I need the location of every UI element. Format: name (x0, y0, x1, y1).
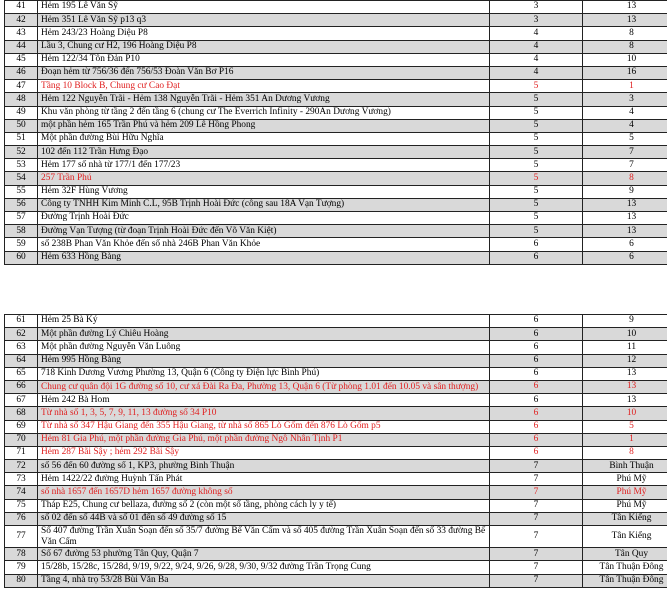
row-number-cell: 53 (5, 159, 38, 172)
row-number-cell: 65 (5, 367, 38, 380)
table-row (5, 341, 667, 354)
ward-cell: 9 (583, 185, 667, 198)
area-description-cell: Hẻm 242 Bà Hom (38, 394, 490, 407)
district-cell: 5 (490, 93, 583, 106)
ward-cell: 3 (583, 93, 667, 106)
ward-cell: 13 (583, 225, 667, 238)
district-cell: 6 (490, 380, 583, 393)
table-row (5, 146, 667, 159)
row-number-cell: 79 (5, 561, 38, 574)
area-description-cell: số nhà 1657 đến 1657D hẻm 1657 đường không số (38, 486, 490, 499)
area-description-cell: 718 Kinh Dương Vương Phường 13, Quận 6 (Công ty Điện lực Bình Phú) (38, 367, 490, 380)
row-number-cell: 43 (5, 27, 38, 40)
area-description-cell: số 56 đến 60 đường số 1, KP3, phường Bình Thuận (38, 460, 490, 473)
row-number-cell: 51 (5, 132, 38, 145)
row-number-cell: 76 (5, 512, 38, 525)
district-cell: 5 (490, 132, 583, 145)
table-row (5, 93, 667, 106)
district-cell: 6 (490, 238, 583, 251)
row-number-cell: 47 (5, 80, 38, 93)
row-number-cell: 55 (5, 185, 38, 198)
row-number-cell: 60 (5, 251, 38, 264)
district-cell: 7 (490, 561, 583, 574)
row-number-cell: 67 (5, 394, 38, 407)
ward-cell: 5 (583, 420, 667, 433)
table-row (5, 486, 667, 499)
area-description-cell: Hẻm 633 Hồng Bàng (38, 251, 490, 264)
district-cell: 7 (490, 486, 583, 499)
ward-cell: Tân Quy (583, 548, 667, 561)
ward-cell: 10 (583, 407, 667, 420)
table-row (5, 14, 667, 27)
row-number-cell: 54 (5, 172, 38, 185)
table-row (5, 380, 667, 393)
table-row (5, 407, 667, 420)
table-row (5, 574, 667, 587)
ward-cell: 8 (583, 40, 667, 53)
area-description-cell: Chung cư quân đội 1G đường số 10, cư xá Đài Ra Đa, Phường 13, Quận 6 (Từ phòng 1.01 đến 10.05 và sân thượng) (38, 380, 490, 393)
district-cell: 7 (490, 548, 583, 561)
district-cell: 5 (490, 212, 583, 225)
table-row (5, 119, 667, 132)
ward-cell: Phú Mỹ (583, 486, 667, 499)
area-description-cell: Hẻm 81 Gia Phú, một phần đường Gia Phú, một phần đường Ngô Nhân Tịnh P1 (38, 433, 490, 446)
ward-cell: 1 (583, 433, 667, 446)
row-number-cell: 69 (5, 420, 38, 433)
row-number-cell: 64 (5, 354, 38, 367)
table-row (5, 159, 667, 172)
area-description-cell: Một phần đường Lý Chiêu Hoàng (38, 328, 490, 341)
row-number-cell: 72 (5, 460, 38, 473)
district-cell: 5 (490, 159, 583, 172)
table-row (5, 446, 667, 459)
ward-cell: Tân Kiểng (583, 512, 667, 525)
row-number-cell: 58 (5, 225, 38, 238)
district-cell: 5 (490, 119, 583, 132)
area-description-cell: 102 đến 112 Trần Hưng Đạo (38, 146, 490, 159)
area-description-cell: Đoạn hẻm từ 756/36 đến 756/53 Đoàn Văn Bơ P16 (38, 66, 490, 79)
district-cell: 6 (490, 367, 583, 380)
row-number-cell: 62 (5, 328, 38, 341)
area-description-cell: Số 67 đường 53 phường Tân Quy, Quận 7 (38, 548, 490, 561)
ward-cell: 9 (583, 315, 667, 328)
district-cell: 6 (490, 328, 583, 341)
row-number-cell: 78 (5, 548, 38, 561)
table-row (5, 80, 667, 93)
ward-cell: Tân Thuận Đông (583, 574, 667, 587)
district-cell: 4 (490, 66, 583, 79)
ward-cell: 13 (583, 380, 667, 393)
row-number-cell: 77 (5, 526, 38, 548)
row-number-cell: 52 (5, 146, 38, 159)
row-number-cell: 41 (5, 1, 38, 14)
ward-cell: 8 (583, 27, 667, 40)
district-cell: 5 (490, 225, 583, 238)
page-break (0, 294, 667, 313)
table-row (5, 526, 667, 548)
row-number-cell: 71 (5, 446, 38, 459)
district-cell: 6 (490, 407, 583, 420)
row-number-cell: 61 (5, 315, 38, 328)
district-cell: 4 (490, 40, 583, 53)
district-cell: 5 (490, 80, 583, 93)
area-description-cell: Tầng 4, nhà trọ 53/28 Bùi Văn Ba (38, 574, 490, 587)
area-description-cell: một phần hẻm 165 Trần Phú và hẻm 209 Lê Hồng Phong (38, 119, 490, 132)
table-row (5, 212, 667, 225)
table-row (5, 1, 667, 14)
area-description-cell: Hẻm 1422/22 đường Huỳnh Tấn Phát (38, 473, 490, 486)
area-description-cell: Tầng 10 Block B, Chung cư Cao Đạt (38, 80, 490, 93)
area-description-cell: Hẻm 177 số nhà từ 177/1 đến 177/23 (38, 159, 490, 172)
ward-cell: Phú Mỹ (583, 473, 667, 486)
row-number-cell: 50 (5, 119, 38, 132)
district-cell: 6 (490, 433, 583, 446)
ward-cell: Phú Mỹ (583, 499, 667, 512)
ward-cell: Tân Kiểng (583, 526, 667, 548)
table-row (5, 548, 667, 561)
table-row (5, 561, 667, 574)
area-description-cell: Từ nhà số 1, 3, 5, 7, 9, 11, 13 đường số 34 P10 (38, 407, 490, 420)
ward-cell: Bình Thuận (583, 460, 667, 473)
ward-cell: 7 (583, 159, 667, 172)
district-cell: 7 (490, 473, 583, 486)
table-row (5, 185, 667, 198)
ward-cell: 8 (583, 172, 667, 185)
table-row (5, 53, 667, 66)
table-row (5, 106, 667, 119)
district-cell: 7 (490, 499, 583, 512)
ward-cell: 6 (583, 251, 667, 264)
table-row (5, 66, 667, 79)
row-number-cell: 66 (5, 380, 38, 393)
area-description-cell: Hẻm 995 Hồng Bàng (38, 354, 490, 367)
district-cell: 6 (490, 394, 583, 407)
table-row (5, 238, 667, 251)
district-cell: 4 (490, 27, 583, 40)
district-cell: 5 (490, 198, 583, 211)
ward-cell: 13 (583, 367, 667, 380)
table-body-part-2 (5, 315, 667, 588)
ward-cell: Tân Thuận Đông (583, 561, 667, 574)
area-description-cell: Một phần đường Bùi Hữu Nghĩa (38, 132, 490, 145)
area-description-cell: Lầu 3, Chung cư H2, 196 Hoàng Diệu P8 (38, 40, 490, 53)
area-description-cell: Khu văn phòng từ tầng 2 đến tầng 6 (chung cư The Everrich Infinity - 290An Dương Vương) (38, 106, 490, 119)
district-cell: 4 (490, 53, 583, 66)
row-number-cell: 49 (5, 106, 38, 119)
ward-cell: 5 (583, 132, 667, 145)
district-cell: 6 (490, 315, 583, 328)
row-number-cell: 44 (5, 40, 38, 53)
ward-cell: 13 (583, 394, 667, 407)
area-description-cell: Hẻm 195 Lê Văn Sỹ (38, 1, 490, 14)
area-description-cell: Hẻm 122/34 Tôn Đản P10 (38, 53, 490, 66)
table-row (5, 251, 667, 264)
table-part-2 (4, 314, 667, 588)
row-number-cell: 57 (5, 212, 38, 225)
row-number-cell: 48 (5, 93, 38, 106)
row-number-cell: 68 (5, 407, 38, 420)
row-number-cell: 59 (5, 238, 38, 251)
row-number-cell: 73 (5, 473, 38, 486)
ward-cell: 4 (583, 119, 667, 132)
area-description-cell: Hẻm 32F Hùng Vương (38, 185, 490, 198)
table-row (5, 512, 667, 525)
area-description-cell: Hẻm 25 Bà Ký (38, 315, 490, 328)
district-cell: 3 (490, 1, 583, 14)
row-number-cell: 63 (5, 341, 38, 354)
district-cell: 6 (490, 341, 583, 354)
ward-cell: 11 (583, 341, 667, 354)
area-description-cell: Đường Trịnh Hoài Đức (38, 212, 490, 225)
table-row (5, 198, 667, 211)
row-number-cell: 74 (5, 486, 38, 499)
district-cell: 7 (490, 460, 583, 473)
row-number-cell: 70 (5, 433, 38, 446)
table-row (5, 473, 667, 486)
row-number-cell: 56 (5, 198, 38, 211)
table-part-1 (4, 0, 667, 265)
ward-cell: 10 (583, 328, 667, 341)
area-description-cell: số 02 đến số 44B và số 01 đến số 49 đường số 15 (38, 512, 490, 525)
district-cell: 7 (490, 526, 583, 548)
area-description-cell: số 238B Phan Văn Khỏe đến số nhà 246B Phan Văn Khỏe (38, 238, 490, 251)
district-cell: 6 (490, 420, 583, 433)
table-row (5, 172, 667, 185)
ward-cell: 4 (583, 106, 667, 119)
table-row (5, 354, 667, 367)
district-cell: 6 (490, 446, 583, 459)
area-description-cell: Tháp E25, Chung cư bellaza, đường số 2 (còn một số tầng, phòng cách ly y tế) (38, 499, 490, 512)
district-cell: 5 (490, 106, 583, 119)
ward-cell: 12 (583, 354, 667, 367)
row-number-cell: 80 (5, 574, 38, 587)
area-description-cell: Công ty TNHH Kim Minh C.L, 95B Trịnh Hoài Đức (công sau 18A Vạn Tượng) (38, 198, 490, 211)
district-cell: 5 (490, 185, 583, 198)
district-cell: 5 (490, 146, 583, 159)
table-row (5, 433, 667, 446)
ward-cell: 6 (583, 238, 667, 251)
district-cell: 7 (490, 574, 583, 587)
ward-cell: 1 (583, 80, 667, 93)
district-cell: 5 (490, 172, 583, 185)
table-row (5, 394, 667, 407)
area-description-cell: Hẻm 243/23 Hoàng Diệu P8 (38, 27, 490, 40)
ward-cell: 13 (583, 1, 667, 14)
table-row (5, 328, 667, 341)
table-row (5, 40, 667, 53)
area-description-cell: Hẻm 287 Bãi Sậy ; hẻm 292 Bãi Sậy (38, 446, 490, 459)
ward-cell: 16 (583, 66, 667, 79)
district-cell: 3 (490, 14, 583, 27)
table-row (5, 132, 667, 145)
table-row (5, 420, 667, 433)
ward-cell: 13 (583, 212, 667, 225)
area-description-cell: 15/28b, 15/28c, 15/28d, 9/19, 9/22, 9/24, 9/26, 9/28, 9/30, 9/32 đường Trần Trọng Cung (38, 561, 490, 574)
table-row (5, 315, 667, 328)
area-description-cell: Hẻm 122 Nguyễn Trãi - Hẻm 138 Nguyễn Trãi - Hẻm 351 An Dương Vương (38, 93, 490, 106)
row-number-cell: 42 (5, 14, 38, 27)
area-description-cell: 257 Trần Phú (38, 172, 490, 185)
area-description-cell: Đường Vạn Tượng (từ đoạn Trịnh Hoài Đức đến Võ Văn Kiệt) (38, 225, 490, 238)
ward-cell: 13 (583, 14, 667, 27)
area-description-cell: Số 407 đường Trần Xuân Soạn đến số 35/7 đường Bế Văn Cấm và số 405 đường Trần Xuân Soạn đến số 33 đường Bế Văn Cấm (38, 526, 490, 548)
area-description-cell: Từ nhà số 347 Hậu Giang đến 355 Hậu Giang, từ nhà số 865 Lò Gốm đến 876 Lò Gốm p5 (38, 420, 490, 433)
row-number-cell: 45 (5, 53, 38, 66)
ward-cell: 8 (583, 446, 667, 459)
table-body-part-1 (5, 1, 667, 265)
row-number-cell: 75 (5, 499, 38, 512)
row-number-cell: 46 (5, 66, 38, 79)
table-row (5, 27, 667, 40)
table-row (5, 225, 667, 238)
ward-cell: 7 (583, 146, 667, 159)
area-description-cell: Một phần đường Nguyễn Văn Luông (38, 341, 490, 354)
district-cell: 6 (490, 251, 583, 264)
table-row (5, 460, 667, 473)
area-description-cell: Hẻm 351 Lê Văn Sỹ p13 q3 (38, 14, 490, 27)
district-cell: 7 (490, 512, 583, 525)
district-cell: 6 (490, 354, 583, 367)
ward-cell: 10 (583, 53, 667, 66)
table-row (5, 367, 667, 380)
ward-cell: 13 (583, 198, 667, 211)
table-row (5, 499, 667, 512)
